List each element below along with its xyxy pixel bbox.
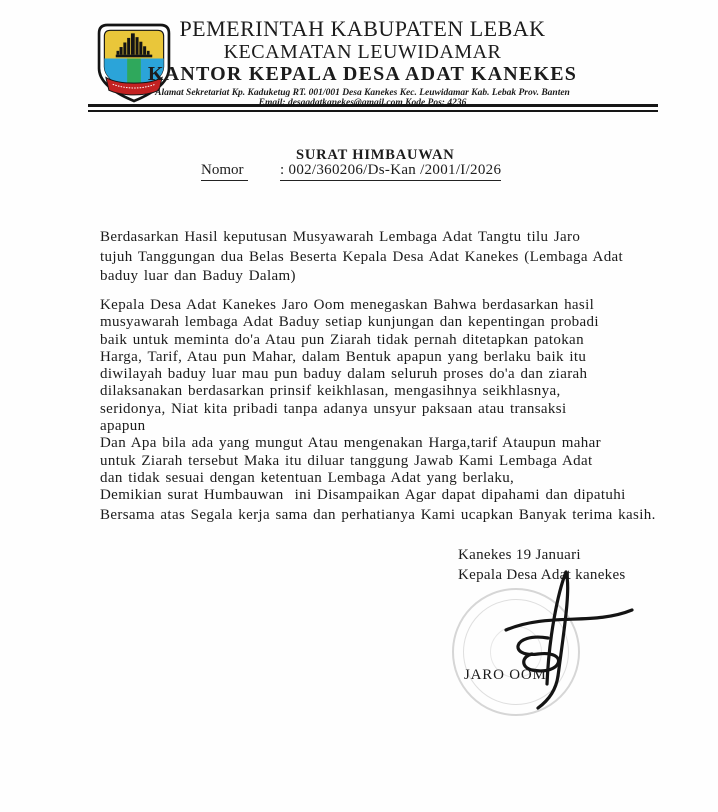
letterhead-office-line: KANTOR KEPALA DESA ADAT KANEKES (147, 63, 578, 85)
body-line: Harga, Tarif, Atau pun Mahar, dalam Bentuk apapun yang berlaku baik itu (100, 348, 587, 365)
body-line: tujuh Tanggungan dua Belas Beserta Kepala Desa Adat Kanekes (Lembaga Adat (100, 248, 624, 265)
body-line: Dan Apa bila ada yang mungut Atau mengenakan Harga,tarif Ataupun mahar (100, 435, 601, 452)
body-line: dan tidak sesuai dengan ketentuan Lembaga Adat yang berlaku, (100, 469, 515, 486)
body-line: musyawarah lembaga Adat Baduy setiap kunjungan dan kepentingan probadi (100, 314, 599, 331)
signature-scribble (488, 566, 636, 714)
letterhead (105, 16, 620, 108)
body-paragraph-3 (100, 486, 656, 525)
letterhead-government-line: PEMERINTAH KABUPATEN LEBAK (179, 16, 546, 41)
body-paragraph-2 (100, 297, 601, 487)
signer-name: JARO OOM (464, 667, 547, 683)
closing-signer-title: Kepala Desa Adat kanekes (458, 566, 626, 583)
body-line: untuk Ziarah tersebut Maka itu diluar tanggung Jawab Kami Lembaga Adat (100, 452, 593, 469)
body-line: dilaksanakan berdasarkan prinsif keikhlasan, mengasihnya seikhlasnya, (100, 383, 561, 400)
body-line: diwilayah baduy luar mau pun baduy dalam seluruh proses do'a dan ziarah (100, 366, 588, 383)
body-line: Demikian surat Humbauwan ini Disampaikan Agar dapat dipahami dan dipatuhi (100, 487, 626, 503)
body-paragraph-1 (100, 228, 623, 287)
letterhead-district-line: KECAMATAN LEUWIDAMAR (223, 41, 502, 63)
letterhead-address-line: Alamat Sekretariat Kp. Kaduketug RT. 001/001 Desa Kanekes Kec. Leuwidamar Kab. Lebak Prov. Banten (155, 88, 570, 98)
letter-number-label: Nomor (201, 162, 248, 181)
body-line: Bersama atas Segala kerja sama dan perhatianya Kami ucapkan Banyak terima kasih. (100, 506, 656, 523)
letter-number-value: : 002/360206/Ds-Kan /2001/I/2026 (280, 162, 501, 181)
body-line: apapun (100, 418, 146, 435)
body-line: seridonya, Niat kita pribadi tanpa adanya unsyur paksaan atau transaksi (100, 400, 567, 417)
body-line: baduy luar dan Baduy Dalam) (100, 268, 296, 284)
closing-place-date: Kanekes 19 Januari (458, 547, 581, 563)
letter-subject-title: SURAT HIMBAUWAN (296, 147, 455, 163)
letterhead-contact-line: Email: desaadatkanekes@gmail.com Kode Pos: 4236 (258, 98, 467, 108)
body-line: Kepala Desa Adat Kanekes Jaro Oom menegaskan Bahwa berdasarkan hasil (100, 297, 595, 313)
letterhead-divider-rule (88, 104, 658, 112)
body-line: baik untuk meminta do'a Atau pun Ziarah tidak pernah ditetapkan patokan (100, 331, 584, 348)
body-line: Berdasarkan Hasil keputusan Musyawarah Lembaga Adat Tangtu tilu Jaro (100, 229, 581, 245)
